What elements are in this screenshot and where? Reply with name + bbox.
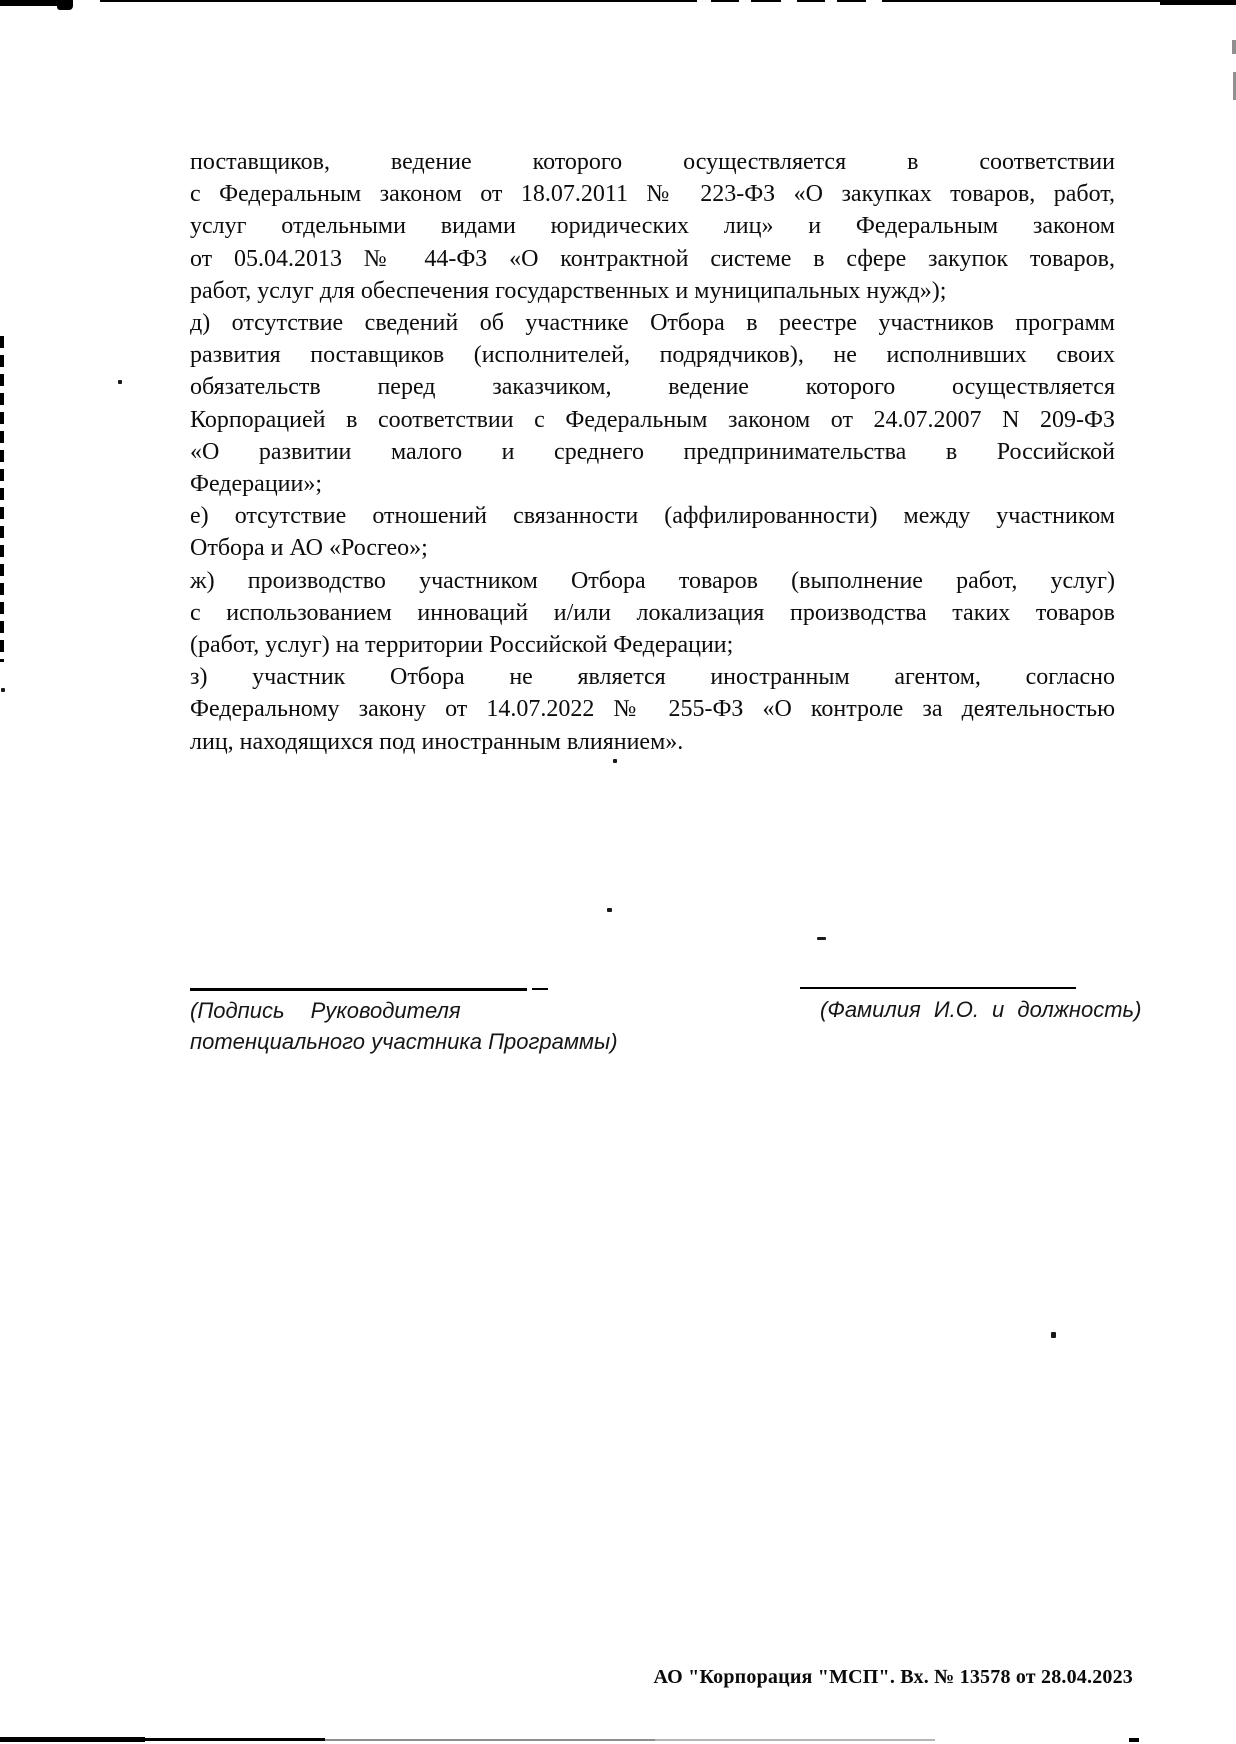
scan-artifact-top-right-bar	[1160, 0, 1236, 5]
text-line: Федеральному закону от 14.07.2022 № 255-ФЗ «О контроле за деятельностью	[190, 696, 1115, 723]
text-line: Корпорацией в соответствии с Федеральным законом от 24.07.2007 N 209-ФЗ	[190, 406, 1115, 433]
scan-artifact-top-left-bar	[0, 0, 57, 6]
scan-speck	[817, 937, 826, 940]
scan-artifact-top-line-gap	[866, 0, 882, 3]
text-line: Федерации»;	[190, 471, 323, 498]
text-line: лиц, находящихся под иностранным влиянием».	[190, 728, 684, 755]
scan-speck	[613, 759, 617, 763]
signature-caption-right: (Фамилия И.О. и должность)	[820, 997, 1142, 1022]
text-line: ж) производство участником Отбора товаров (выполнение работ, услуг)	[190, 567, 1115, 594]
scan-artifact-bottom-line-gray	[325, 1739, 655, 1741]
text-line: развития поставщиков (исполнителей, подрядчиков), не исполнивших своих	[190, 342, 1115, 369]
scan-speck	[118, 380, 122, 384]
signature-underline-right	[800, 987, 1076, 989]
scan-artifact-top-line-gap	[739, 0, 751, 3]
text-line: (работ, услуг) на территории Российской Федерации;	[190, 632, 734, 659]
text-line: з) участник Отбора не является иностранным агентом, согласно	[190, 664, 1115, 691]
scan-speck	[1, 688, 5, 692]
document-body-text	[190, 146, 1115, 758]
text-line: с использованием инноваций и/или локализация производства таких товаров	[190, 599, 1115, 626]
scan-artifact-top-line-gap	[825, 0, 837, 3]
text-line: с Федеральным законом от 18.07.2011 № 223-ФЗ «О закупках товаров, работ,	[190, 181, 1115, 208]
signature-underline-left	[190, 988, 527, 991]
scan-artifact-bottom-bar-thick	[0, 1737, 145, 1742]
scan-artifact-top-line-gap	[781, 0, 797, 3]
text-line: д) отсутствие сведений об участнике Отбора в реестре участников программ	[190, 310, 1115, 337]
scan-artifact-left-dashed-line	[0, 336, 4, 662]
text-line: е) отсутствие отношений связанности (аффилированности) между участником	[190, 503, 1115, 530]
text-line: работ, услуг для обеспечения государственных и муниципальных нужд»);	[190, 277, 947, 304]
text-line: услуг отдельными видами юридических лиц» и Федеральным законом	[190, 213, 1115, 240]
scan-speck	[607, 908, 612, 912]
scan-artifact-top-line	[100, 0, 1236, 2]
text-line: «О развитии малого и среднего предпринимательства в Российской	[190, 438, 1115, 465]
scan-speck	[1051, 1332, 1056, 1338]
signature-caption-left-line2: потенциального участника Программы)	[190, 1029, 618, 1054]
text-line: Отбора и АО «Росгео»;	[190, 535, 428, 562]
scan-artifact-bottom-bar-thin	[145, 1738, 325, 1741]
text-line: от 05.04.2013 № 44-ФЗ «О контрактной системе в сфере закупок товаров,	[190, 245, 1115, 272]
scan-artifact-right-tick	[1232, 40, 1236, 54]
signature-caption-left-line1: (Подпись Руководителя	[190, 998, 461, 1023]
body-paragraph	[190, 500, 1115, 564]
scan-artifact-bottom-right-tick	[1129, 1738, 1139, 1742]
scan-artifact-top-line-gap	[697, 0, 711, 3]
scan-artifact-top-left-blob	[57, 0, 73, 10]
signature-caption-left	[190, 995, 618, 1057]
scan-artifact-bottom-line-faint	[655, 1739, 935, 1741]
text-line: поставщиков, ведение которого осуществляется в соответствии	[190, 149, 1115, 175]
body-paragraph	[190, 565, 1115, 662]
text-line: обязательств перед заказчиком, ведение которого осуществляется	[190, 374, 1115, 401]
body-paragraph	[190, 661, 1115, 758]
signature-underline-left-dash	[532, 988, 548, 990]
body-paragraph	[190, 307, 1115, 500]
body-paragraph	[190, 146, 1115, 307]
registration-stamp-text: АО "Корпорация "МСП". Вх. № 13578 от 28.04.2023	[653, 1666, 1133, 1688]
